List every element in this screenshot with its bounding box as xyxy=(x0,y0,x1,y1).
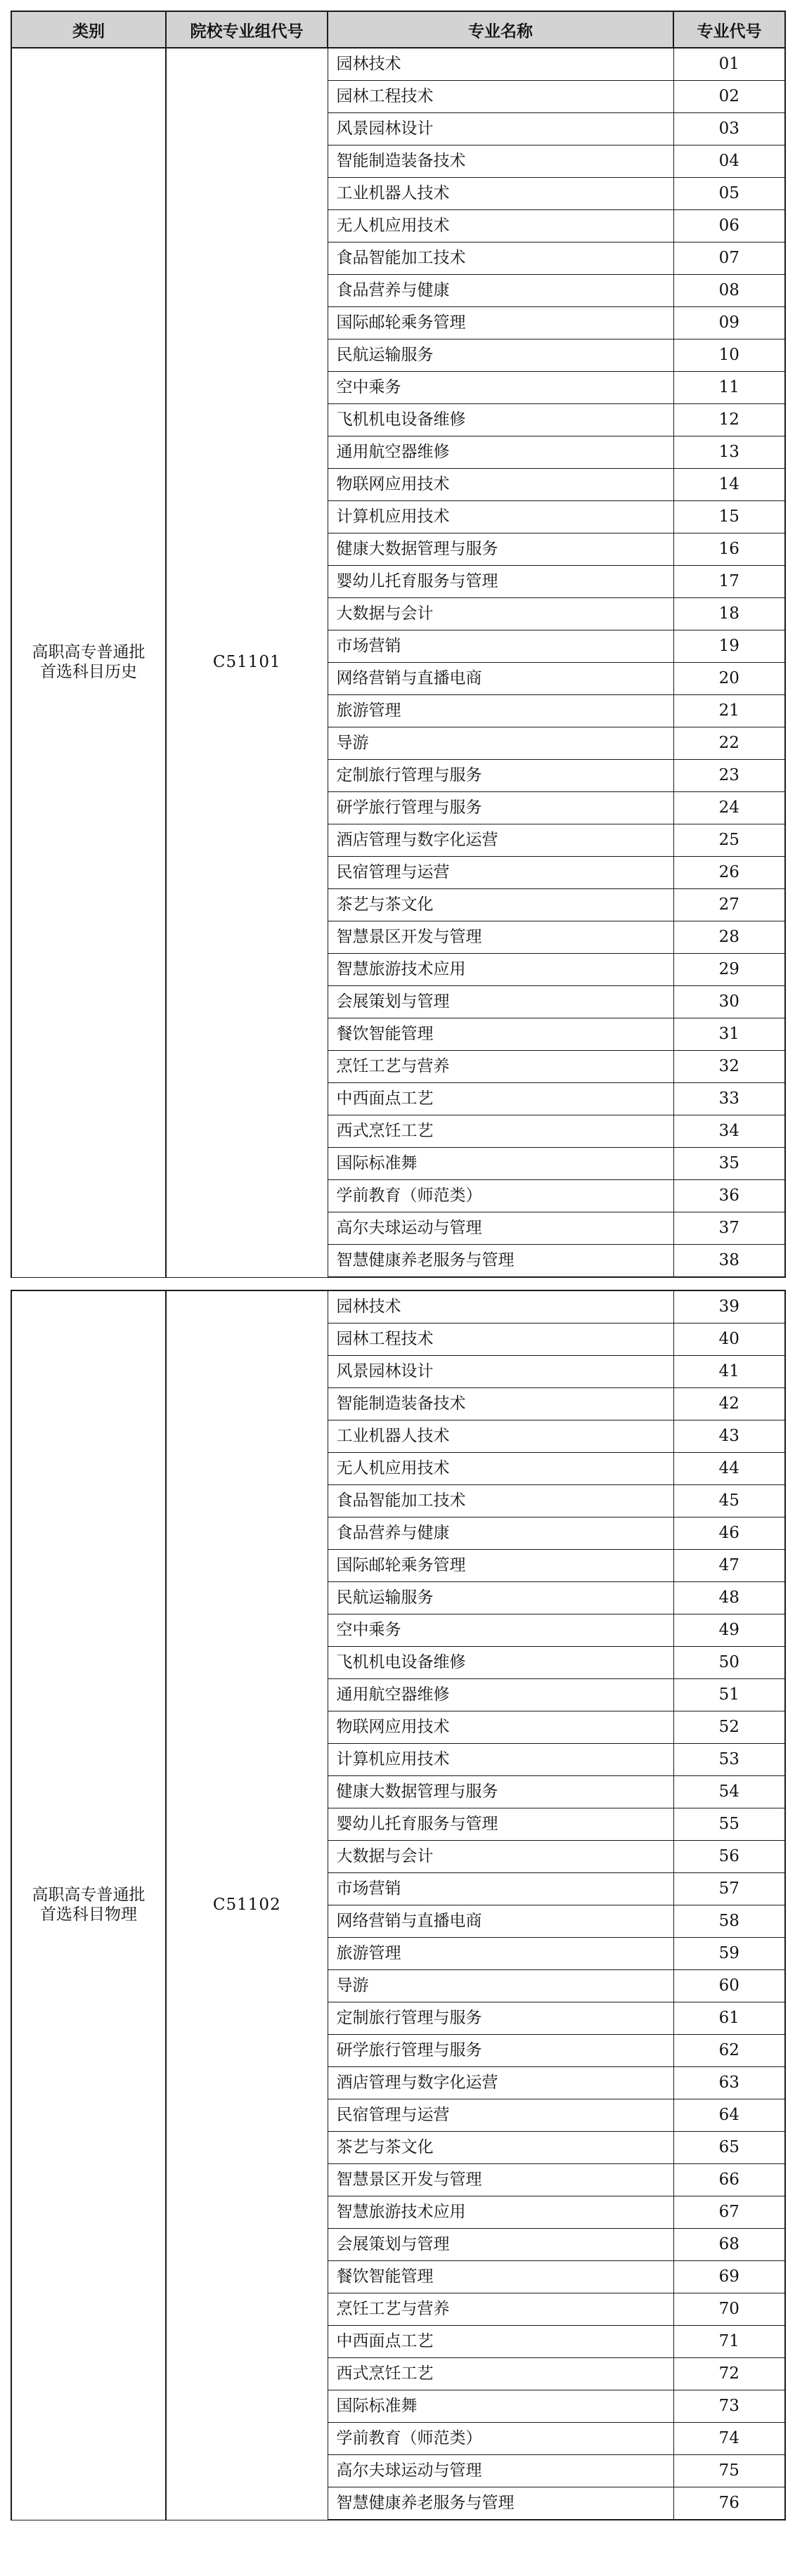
major-code-cell: 42 xyxy=(673,1388,785,1420)
major-code-cell: 12 xyxy=(673,404,785,436)
major-name-cell: 空中乘务 xyxy=(328,1614,673,1647)
major-code-cell: 11 xyxy=(673,372,785,404)
major-name-cell: 民宿管理与运营 xyxy=(328,857,673,889)
major-code-cell: 01 xyxy=(673,48,785,81)
major-name-cell: 国际邮轮乘务管理 xyxy=(328,1550,673,1582)
major-code-cell: 75 xyxy=(673,2455,785,2487)
major-name-cell: 中西面点工艺 xyxy=(328,2326,673,2358)
major-code-cell: 49 xyxy=(673,1614,785,1647)
major-name-cell: 智慧健康养老服务与管理 xyxy=(328,1245,673,1278)
major-code-cell: 17 xyxy=(673,566,785,598)
major-name-cell: 研学旅行管理与服务 xyxy=(328,2035,673,2067)
major-name-cell: 研学旅行管理与服务 xyxy=(328,792,673,824)
major-name-cell: 园林工程技术 xyxy=(328,81,673,113)
major-code-cell: 47 xyxy=(673,1550,785,1582)
major-code-cell: 09 xyxy=(673,307,785,339)
major-name-cell: 飞机机电设备维修 xyxy=(328,1647,673,1679)
header-major-name: 专业名称 xyxy=(328,11,673,48)
major-name-cell: 园林技术 xyxy=(328,48,673,81)
major-code-cell: 50 xyxy=(673,1647,785,1679)
major-name-cell: 网络营销与直播电商 xyxy=(328,663,673,695)
major-name-cell: 智能制造装备技术 xyxy=(328,1388,673,1420)
major-code-cell: 06 xyxy=(673,210,785,242)
major-code-cell: 53 xyxy=(673,1744,785,1776)
major-code-cell: 64 xyxy=(673,2099,785,2132)
major-name-cell: 高尔夫球运动与管理 xyxy=(328,1212,673,1245)
major-name-cell: 会展策划与管理 xyxy=(328,986,673,1018)
major-name-cell: 酒店管理与数字化运营 xyxy=(328,2067,673,2099)
major-name-cell: 风景园林设计 xyxy=(328,113,673,145)
major-code-cell: 24 xyxy=(673,792,785,824)
major-code-cell: 10 xyxy=(673,339,785,372)
major-name-cell: 通用航空器维修 xyxy=(328,436,673,469)
major-name-cell: 物联网应用技术 xyxy=(328,1711,673,1744)
major-name-cell: 导游 xyxy=(328,727,673,760)
major-code-cell: 45 xyxy=(673,1485,785,1517)
major-code-cell: 29 xyxy=(673,954,785,986)
major-name-cell: 烹饪工艺与营养 xyxy=(328,2293,673,2326)
major-name-cell: 酒店管理与数字化运营 xyxy=(328,824,673,857)
major-name-cell: 空中乘务 xyxy=(328,372,673,404)
major-code-cell: 72 xyxy=(673,2358,785,2390)
major-name-cell: 智慧健康养老服务与管理 xyxy=(328,2487,673,2520)
major-code-cell: 39 xyxy=(673,1290,785,1323)
major-code-cell: 31 xyxy=(673,1018,785,1051)
major-name-cell: 食品营养与健康 xyxy=(328,275,673,307)
major-name-cell: 飞机机电设备维修 xyxy=(328,404,673,436)
major-code-cell: 37 xyxy=(673,1212,785,1245)
major-name-cell: 旅游管理 xyxy=(328,695,673,727)
major-name-cell: 高尔夫球运动与管理 xyxy=(328,2455,673,2487)
major-code-cell: 65 xyxy=(673,2132,785,2164)
major-code-cell: 73 xyxy=(673,2390,785,2423)
major-code-cell: 56 xyxy=(673,1841,785,1873)
major-code-cell: 32 xyxy=(673,1051,785,1083)
major-name-cell: 市场营销 xyxy=(328,1873,673,1905)
major-code-cell: 22 xyxy=(673,727,785,760)
group-code-cell: C51101 xyxy=(166,48,328,1277)
major-code-cell: 18 xyxy=(673,598,785,630)
group-code-cell: C51102 xyxy=(166,1290,328,2520)
major-code-cell: 33 xyxy=(673,1083,785,1115)
major-code-cell: 25 xyxy=(673,824,785,857)
major-name-cell: 定制旅行管理与服务 xyxy=(328,760,673,792)
major-name-cell: 智慧旅游技术应用 xyxy=(328,2196,673,2229)
major-name-cell: 民航运输服务 xyxy=(328,1582,673,1614)
major-code-cell: 67 xyxy=(673,2196,785,2229)
major-name-cell: 大数据与会计 xyxy=(328,598,673,630)
major-name-cell: 健康大数据管理与服务 xyxy=(328,533,673,566)
major-code-cell: 13 xyxy=(673,436,785,469)
major-code-cell: 08 xyxy=(673,275,785,307)
major-name-cell: 市场营销 xyxy=(328,630,673,663)
major-code-cell: 30 xyxy=(673,986,785,1018)
major-name-cell: 风景园林设计 xyxy=(328,1356,673,1388)
major-code-cell: 03 xyxy=(673,113,785,145)
major-code-cell: 76 xyxy=(673,2487,785,2520)
major-name-cell: 学前教育（师范类） xyxy=(328,1180,673,1212)
major-code-cell: 26 xyxy=(673,857,785,889)
major-name-cell: 智慧旅游技术应用 xyxy=(328,954,673,986)
major-name-cell: 婴幼儿托育服务与管理 xyxy=(328,566,673,598)
major-name-cell: 工业机器人技术 xyxy=(328,178,673,210)
major-name-cell: 工业机器人技术 xyxy=(328,1420,673,1453)
major-code-cell: 74 xyxy=(673,2423,785,2455)
major-code-cell: 44 xyxy=(673,1453,785,1485)
major-name-cell: 西式烹饪工艺 xyxy=(328,2358,673,2390)
major-name-cell: 旅游管理 xyxy=(328,1938,673,1970)
category-cell: 高职高专普通批首选科目物理 xyxy=(11,1290,166,2520)
major-code-cell: 02 xyxy=(673,81,785,113)
major-group-table xyxy=(11,1290,786,2520)
major-name-cell: 园林工程技术 xyxy=(328,1323,673,1356)
major-name-cell: 学前教育（师范类） xyxy=(328,2423,673,2455)
header-category: 类别 xyxy=(11,11,166,48)
major-code-cell: 15 xyxy=(673,501,785,533)
major-code-cell: 34 xyxy=(673,1115,785,1148)
major-code-cell: 23 xyxy=(673,760,785,792)
major-name-cell: 园林技术 xyxy=(328,1290,673,1323)
major-name-cell: 无人机应用技术 xyxy=(328,1453,673,1485)
major-code-cell: 57 xyxy=(673,1873,785,1905)
major-name-cell: 智慧景区开发与管理 xyxy=(328,921,673,954)
major-code-cell: 59 xyxy=(673,1938,785,1970)
major-code-cell: 21 xyxy=(673,695,785,727)
major-code-cell: 07 xyxy=(673,242,785,275)
header-row xyxy=(11,11,785,48)
major-name-cell: 食品智能加工技术 xyxy=(328,242,673,275)
group-body xyxy=(11,48,785,1277)
major-name-cell: 烹饪工艺与营养 xyxy=(328,1051,673,1083)
major-code-cell: 58 xyxy=(673,1905,785,1938)
major-group-table xyxy=(11,47,786,1278)
major-name-cell: 无人机应用技术 xyxy=(328,210,673,242)
major-code-cell: 20 xyxy=(673,663,785,695)
major-code-cell: 54 xyxy=(673,1776,785,1808)
category-cell: 高职高专普通批首选科目历史 xyxy=(11,48,166,1277)
major-name-cell: 网络营销与直播电商 xyxy=(328,1905,673,1938)
major-name-cell: 食品营养与健康 xyxy=(328,1517,673,1550)
major-code-cell: 70 xyxy=(673,2293,785,2326)
header-major-code: 专业代号 xyxy=(673,11,785,48)
major-name-cell: 国际邮轮乘务管理 xyxy=(328,307,673,339)
major-code-cell: 16 xyxy=(673,533,785,566)
major-code-cell: 52 xyxy=(673,1711,785,1744)
major-name-cell: 大数据与会计 xyxy=(328,1841,673,1873)
table-row xyxy=(11,48,785,81)
group-body xyxy=(11,1290,785,2520)
major-code-cell: 55 xyxy=(673,1808,785,1841)
major-name-cell: 民宿管理与运营 xyxy=(328,2099,673,2132)
major-code-cell: 63 xyxy=(673,2067,785,2099)
major-name-cell: 计算机应用技术 xyxy=(328,1744,673,1776)
major-name-cell: 茶艺与茶文化 xyxy=(328,2132,673,2164)
major-code-cell: 05 xyxy=(673,178,785,210)
major-code-cell: 41 xyxy=(673,1356,785,1388)
major-code-cell: 36 xyxy=(673,1180,785,1212)
header-group-code: 院校专业组代号 xyxy=(166,11,328,48)
major-code-cell: 40 xyxy=(673,1323,785,1356)
major-name-cell: 物联网应用技术 xyxy=(328,469,673,501)
major-name-cell: 智慧景区开发与管理 xyxy=(328,2164,673,2196)
major-name-cell: 餐饮智能管理 xyxy=(328,1018,673,1051)
major-name-cell: 婴幼儿托育服务与管理 xyxy=(328,1808,673,1841)
major-code-cell: 62 xyxy=(673,2035,785,2067)
major-name-cell: 定制旅行管理与服务 xyxy=(328,2002,673,2035)
major-code-cell: 61 xyxy=(673,2002,785,2035)
major-code-cell: 71 xyxy=(673,2326,785,2358)
major-code-cell: 69 xyxy=(673,2261,785,2293)
major-code-cell: 46 xyxy=(673,1517,785,1550)
major-name-cell: 健康大数据管理与服务 xyxy=(328,1776,673,1808)
major-code-cell: 48 xyxy=(673,1582,785,1614)
major-code-cell: 04 xyxy=(673,145,785,178)
major-name-cell: 导游 xyxy=(328,1970,673,2002)
major-name-cell: 民航运输服务 xyxy=(328,339,673,372)
major-name-cell: 茶艺与茶文化 xyxy=(328,889,673,921)
major-name-cell: 国际标准舞 xyxy=(328,2390,673,2423)
major-name-cell: 食品智能加工技术 xyxy=(328,1485,673,1517)
major-code-cell: 68 xyxy=(673,2229,785,2261)
major-code-cell: 43 xyxy=(673,1420,785,1453)
major-code-cell: 60 xyxy=(673,1970,785,2002)
major-name-cell: 会展策划与管理 xyxy=(328,2229,673,2261)
major-name-cell: 西式烹饪工艺 xyxy=(328,1115,673,1148)
table-row xyxy=(11,1290,785,1323)
major-name-cell: 计算机应用技术 xyxy=(328,501,673,533)
major-name-cell: 国际标准舞 xyxy=(328,1148,673,1180)
major-code-cell: 28 xyxy=(673,921,785,954)
major-code-cell: 27 xyxy=(673,889,785,921)
major-name-cell: 智能制造装备技术 xyxy=(328,145,673,178)
major-code-cell: 19 xyxy=(673,630,785,663)
major-code-cell: 51 xyxy=(673,1679,785,1711)
major-name-cell: 餐饮智能管理 xyxy=(328,2261,673,2293)
major-name-cell: 通用航空器维修 xyxy=(328,1679,673,1711)
major-code-cell: 14 xyxy=(673,469,785,501)
major-name-cell: 中西面点工艺 xyxy=(328,1083,673,1115)
major-code-cell: 66 xyxy=(673,2164,785,2196)
major-code-cell: 38 xyxy=(673,1245,785,1278)
major-code-cell: 35 xyxy=(673,1148,785,1180)
table-header xyxy=(11,11,786,48)
